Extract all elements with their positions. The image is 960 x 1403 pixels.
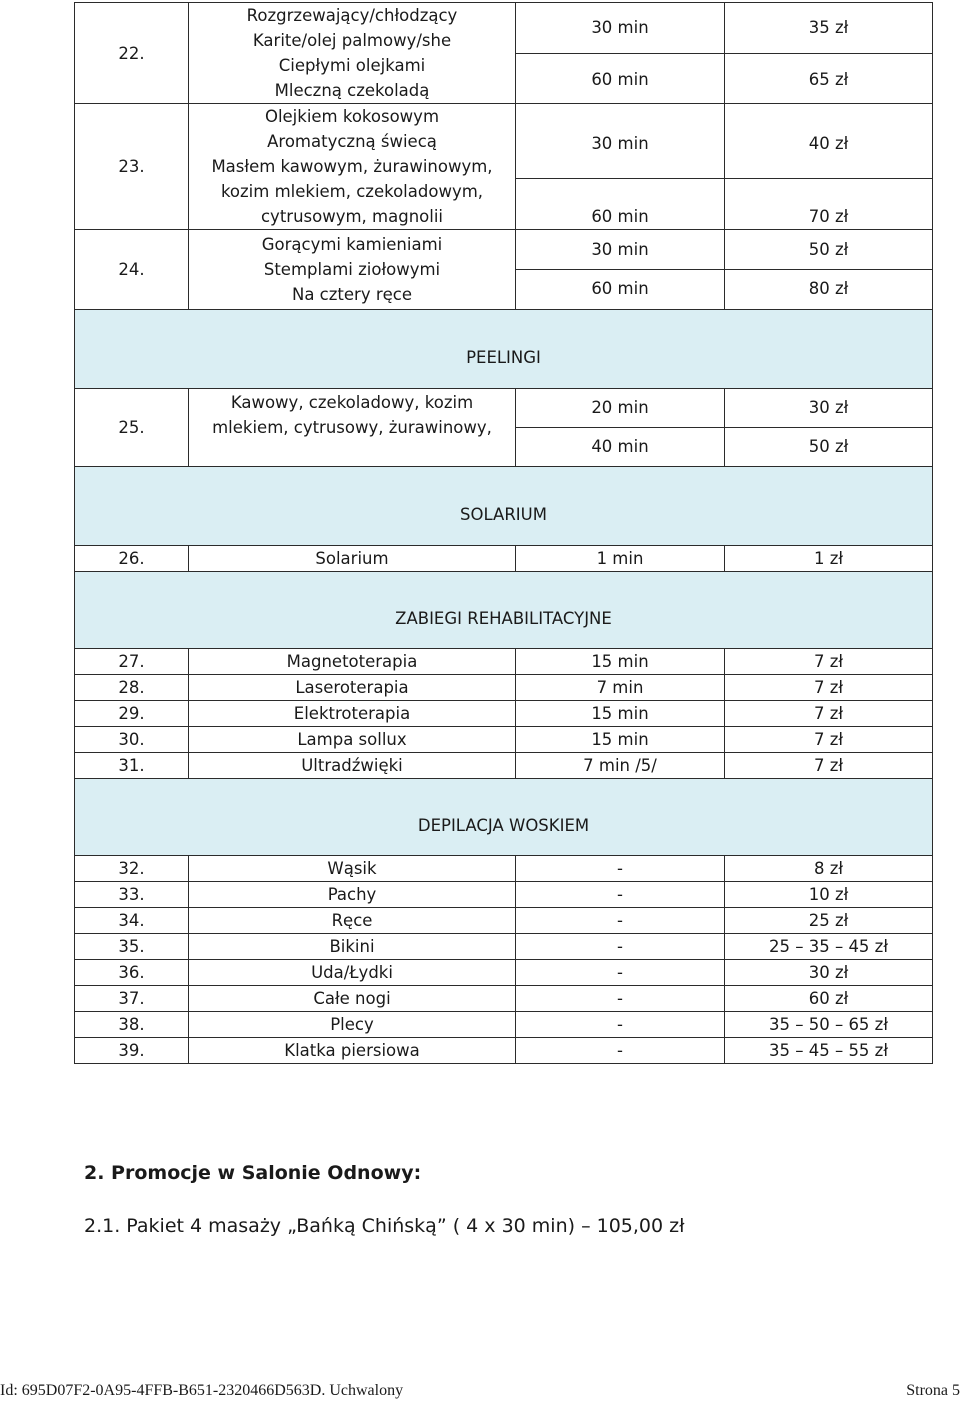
document-id: Id: 695D07F2-0A95-4FFB-B651-2320466D563D. Uchwalony: [0, 1382, 404, 1399]
price-table: [74, 2, 933, 1064]
duration: -: [516, 960, 725, 986]
price-cell: [725, 104, 933, 230]
price: 35 – 45 – 55 zł: [725, 1038, 933, 1064]
table-row: [75, 230, 933, 310]
price: 7 zł: [725, 701, 933, 727]
treatment-line: Aromatyczną świecą: [267, 132, 437, 151]
treatment-name: Laseroterapia: [189, 675, 516, 701]
duration: 15 min: [516, 649, 725, 675]
duration-cell: [516, 230, 725, 310]
price-cell: [725, 230, 933, 310]
section-header-peelingi: [75, 310, 933, 389]
section-header-row: [75, 572, 933, 649]
treatment-name: Klatka piersiowa: [189, 1038, 516, 1064]
section-header-depilacja: [75, 779, 933, 856]
price: 25 – 35 – 45 zł: [725, 934, 933, 960]
price: 7 zł: [725, 649, 933, 675]
price: 40 zł: [725, 104, 932, 179]
table-row: [75, 1038, 933, 1064]
section-title: DEPILACJA WOSKIEM: [417, 815, 590, 835]
row-number: 38.: [75, 1012, 189, 1038]
table-row: [75, 1012, 933, 1038]
duration: -: [516, 1038, 725, 1064]
treatment-name: [189, 230, 516, 310]
duration-cell: [516, 3, 725, 104]
row-number: 32.: [75, 856, 189, 882]
duration: 60 min: [591, 279, 649, 298]
duration: -: [516, 986, 725, 1012]
duration: 30 min: [516, 104, 724, 179]
price: 7 zł: [725, 753, 933, 779]
treatment-name: Plecy: [189, 1012, 516, 1038]
table-row: [75, 986, 933, 1012]
treatment-line: Karite/olej palmowy/she: [252, 31, 452, 50]
duration: 7 min: [516, 675, 725, 701]
rehab-rows: [75, 649, 933, 779]
price: 65 zł: [808, 70, 849, 89]
row-number: 35.: [75, 934, 189, 960]
page-footer: [0, 1382, 960, 1400]
price: 10 zł: [725, 882, 933, 908]
treatment-name: Ultradźwięki: [189, 753, 516, 779]
treatment-line: Olejkiem kokosowym: [264, 107, 440, 126]
treatment-name: Lampa sollux: [189, 727, 516, 753]
treatment-name: [189, 3, 516, 104]
duration: 60 min: [591, 70, 649, 89]
treatment-line: Masłem kawowym, żurawinowym,: [211, 157, 493, 176]
row-number: 24.: [75, 230, 189, 310]
table-row: [75, 856, 933, 882]
section-header-row: [75, 467, 933, 546]
row-number: 23.: [75, 104, 189, 230]
treatment-line: Rozgrzewający/chłodzący: [246, 6, 458, 25]
treatment-line: Gorącymi kamieniami: [261, 235, 443, 254]
treatment-line: kozim mlekiem, czekoladowym,: [220, 182, 484, 201]
wax-rows: [75, 856, 933, 1064]
row-number: 25.: [75, 389, 189, 467]
duration: 1 min: [516, 546, 725, 572]
duration-cell: [516, 104, 725, 230]
row-number: 37.: [75, 986, 189, 1012]
price: 25 zł: [725, 908, 933, 934]
duration: 15 min: [516, 727, 725, 753]
duration: -: [516, 856, 725, 882]
price: 80 zł: [808, 279, 849, 298]
table-row: [75, 934, 933, 960]
treatment-line: Kawowy, czekoladowy, kozim: [230, 393, 474, 412]
table-row: [75, 546, 933, 572]
price: 7 zł: [725, 675, 933, 701]
table-row: [75, 104, 933, 230]
price: 70 zł: [808, 207, 849, 226]
table-row: [75, 727, 933, 753]
treatment-name: Wąsik: [189, 856, 516, 882]
price: 1 zł: [725, 546, 933, 572]
treatment-line: cytrusowym, magnolii: [260, 207, 444, 226]
row-number: 36.: [75, 960, 189, 986]
treatment-name: Magnetoterapia: [189, 649, 516, 675]
table-row: [75, 753, 933, 779]
table-row: [75, 882, 933, 908]
table-row: [75, 701, 933, 727]
duration: 30 min: [516, 230, 724, 270]
treatment-name: Bikini: [189, 934, 516, 960]
price: 60 zł: [725, 986, 933, 1012]
duration: 30 min: [516, 3, 724, 54]
price-cell: [725, 389, 933, 467]
row-number: 29.: [75, 701, 189, 727]
price: 50 zł: [725, 230, 932, 270]
price: 35 zł: [725, 3, 932, 54]
row-number: 30.: [75, 727, 189, 753]
duration-cell: [516, 389, 725, 467]
row-number: 31.: [75, 753, 189, 779]
table-row: [75, 908, 933, 934]
treatment-name: Elektroterapia: [189, 701, 516, 727]
duration: -: [516, 908, 725, 934]
treatment-name: Pachy: [189, 882, 516, 908]
price: 30 zł: [725, 960, 933, 986]
treatment-name: Solarium: [189, 546, 516, 572]
treatment-name: Ręce: [189, 908, 516, 934]
treatment-name: Uda/Łydki: [189, 960, 516, 986]
section-title: SOLARIUM: [460, 504, 547, 524]
treatment-line: Mleczną czekoladą: [274, 81, 430, 100]
promo-item: 2.1. Pakiet 4 masaży „Bańką Chińską” ( 4 x 30 min) – 105,00 zł: [84, 1215, 685, 1237]
row-number: 26.: [75, 546, 189, 572]
treatment-name: [189, 389, 516, 467]
price-list: [74, 2, 932, 1064]
row-number: 22.: [75, 3, 189, 104]
section-header-row: [75, 310, 933, 389]
duration: 40 min: [591, 437, 649, 456]
price-cell: [725, 3, 933, 104]
section-header-rehab: [75, 572, 933, 649]
table-row: [75, 960, 933, 986]
treatment-line: Ciepłymi olejkami: [278, 56, 426, 75]
row-number: 27.: [75, 649, 189, 675]
duration: 60 min: [591, 207, 649, 226]
page-number: Strona 5: [906, 1382, 960, 1399]
duration: 20 min: [516, 389, 724, 428]
section-header-row: [75, 779, 933, 856]
treatment-line: mlekiem, cytrusowy, żurawinowy,: [212, 418, 492, 437]
treatment-line: Na cztery ręce: [291, 285, 412, 304]
treatment-line: Stemplami ziołowymi: [263, 260, 441, 279]
table-row: [75, 675, 933, 701]
price: 50 zł: [808, 437, 849, 456]
duration: 7 min /5/: [516, 753, 725, 779]
duration: -: [516, 934, 725, 960]
row-number: 33.: [75, 882, 189, 908]
price: 8 zł: [725, 856, 933, 882]
section-title: PEELINGI: [466, 347, 541, 367]
treatment-name: [189, 104, 516, 230]
table-row: [75, 3, 933, 104]
row-number: 39.: [75, 1038, 189, 1064]
price: 30 zł: [725, 389, 932, 428]
row-number: 34.: [75, 908, 189, 934]
section-header-solarium: [75, 467, 933, 546]
duration: 15 min: [516, 701, 725, 727]
section-title: ZABIEGI REHABILITACYJNE: [395, 608, 612, 628]
row-number: 28.: [75, 675, 189, 701]
table-row: [75, 649, 933, 675]
duration: -: [516, 882, 725, 908]
table-row: [75, 389, 933, 467]
treatment-name: Całe nogi: [189, 986, 516, 1012]
promo-heading: 2. Promocje w Salonie Odnowy:: [84, 1162, 422, 1184]
duration: -: [516, 1012, 725, 1038]
price: 35 – 50 – 65 zł: [725, 1012, 933, 1038]
price: 7 zł: [725, 727, 933, 753]
